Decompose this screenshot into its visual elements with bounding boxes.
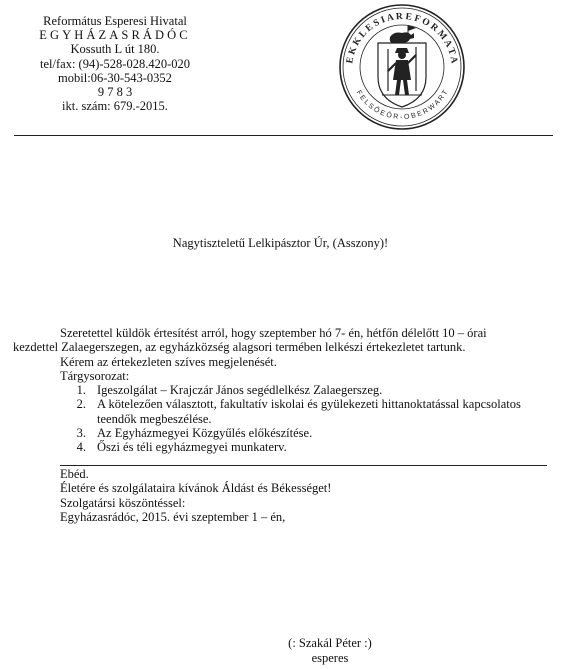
letter-body	[13, 326, 548, 455]
sender-block	[20, 14, 210, 113]
agenda-divider	[60, 465, 547, 466]
org-address: Kossuth L út 180.	[70, 42, 160, 57]
lunch-note: Ebéd.	[60, 467, 89, 481]
attendance-request: Kérem az értekezleten szíves megjelenését.	[60, 354, 277, 369]
agenda-item-number: 2.	[76, 397, 86, 412]
closing-block	[60, 467, 547, 524]
place-date: Egyházasrádóc, 2015. évi szeptember 1 – én,	[60, 509, 286, 524]
org-telfax: tel/fax: (94)-528-028.420-020	[40, 56, 190, 71]
agenda-item	[60, 397, 548, 426]
agenda-list	[13, 383, 548, 454]
agenda-item-text: Igeszolgálat – Krajczár János segédlelkész Zalaegerszeg.	[97, 383, 383, 398]
agenda-item	[60, 426, 548, 440]
blessing-line: Életére és szolgálataira kívánok Áldást és Békességet!	[60, 481, 332, 496]
invitation-text-continued: kezdettel Zalaegerszegen, az egyházközség alagsori termében lelkészi értekezletet tartunk.	[13, 340, 466, 355]
seal-bottom-text: F E L S Ő E Ö R - O B E R W A R T	[354, 89, 450, 122]
regards-line: Szolgatársi köszöntéssel:	[60, 495, 186, 510]
signatory-title: esperes	[311, 651, 349, 665]
agenda-item	[60, 440, 548, 454]
org-postcode: 9 7 8 3	[97, 85, 133, 100]
reference-number: ikt. szám: 679.-2015.	[62, 99, 168, 114]
invitation-text: Szeretettel küldök értesítést arról, hogy szeptember hó 7- én, hétfőn délelőtt 10 – órai	[60, 326, 487, 340]
agenda-item-text: Őszi és téli egyházmegyei munkaterv.	[97, 440, 287, 455]
church-seal-icon	[338, 3, 466, 131]
agenda-label: Tárgysorozat:	[60, 368, 130, 383]
agenda-item-text: A kötelezően választott, fakultatív iskolai és gyülekezeti hittanoktatással kapcsolatos teendők megbeszélése.	[97, 397, 521, 426]
agenda-item-number: 1.	[76, 383, 86, 398]
signature-block	[270, 636, 390, 666]
agenda-item	[60, 383, 548, 397]
seal-top-text: E K K L E S I A R E F O R M A T A	[345, 11, 459, 65]
org-name: Református Esperesi Hivatal	[43, 14, 187, 28]
org-town: EGYHÁZASRÁDÓC	[39, 28, 191, 43]
header-divider	[14, 135, 553, 136]
agenda-item-number: 4.	[76, 440, 86, 455]
agenda-item-number: 3.	[76, 426, 86, 441]
signatory-name: (: Szakál Péter :)	[288, 636, 372, 650]
org-mobile: mobil:06-30-543-0352	[58, 70, 172, 85]
greeting: Nagytiszteletű Lelkipásztor Úr, (Asszony)!	[172, 236, 389, 250]
agenda-item-text: Az Egyházmegyei Közgyűlés előkészítése.	[97, 426, 313, 441]
